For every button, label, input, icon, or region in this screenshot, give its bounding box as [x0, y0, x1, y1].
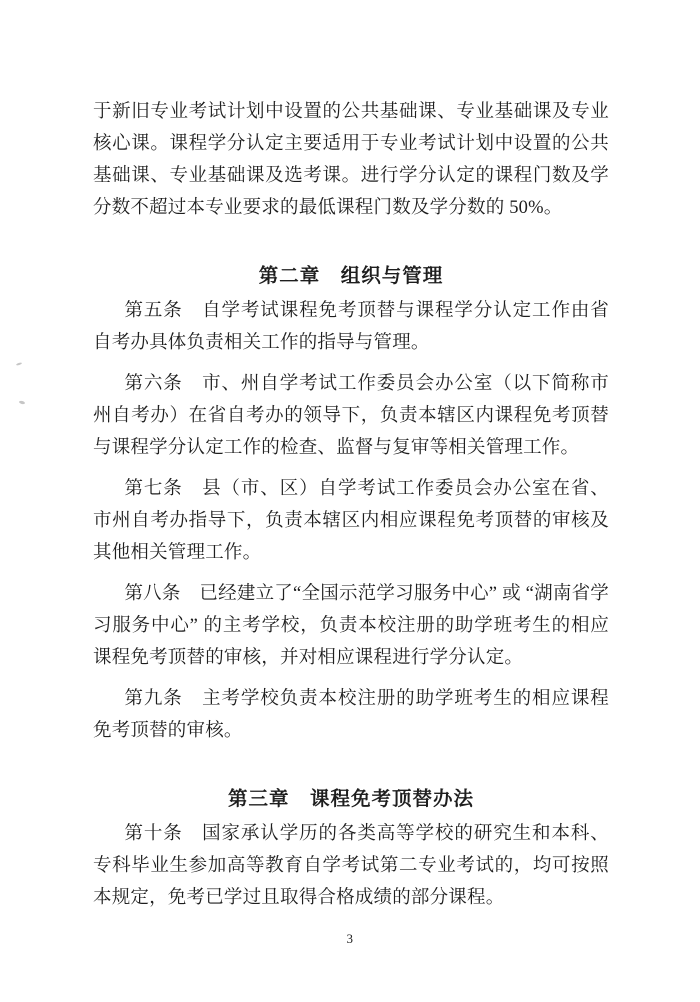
body-paragraph: 于新旧专业考试计划中设置的公共基础课、专业基础课及专业核心课。课程学分认定主要适用于专业考试计划中设置的公共基础课、专业基础课及选考课。进行学分认定的课程门数及学分数不超过本专业要求的最低课程门数及学分数的 50%。 — [93, 102, 609, 218]
chapter-heading: 第二章 组织与管理 — [258, 266, 444, 287]
body-paragraph: 第十条 国家承认学历的各类高等学校的研究生和本科、专科毕业生参加高等教育自学考试第二专业考试的，均可按照本规定，免考已学过且取得合格成绩的部分课程。 — [93, 824, 609, 908]
chapter-heading: 第三章 课程免考顶替办法 — [227, 789, 474, 810]
document-body — [93, 96, 609, 914]
body-paragraph: 第六条 市、州自学考试工作委员会办公室（以下简称市州自考办）在省自考办的领导下，负责本辖区内课程免考顶替与课程学分认定工作的检查、监督与复审等相关管理工作。 — [93, 374, 609, 458]
body-paragraph: 第九条 主考学校负责本校注册的助学班考生的相应课程免考顶替的审核。 — [93, 689, 609, 741]
body-paragraph: 第七条 县（市、区）自学考试工作委员会办公室在省、市州自考办指导下，负责本辖区内相应课程免考顶替的审核及其他相关管理工作。 — [93, 479, 609, 563]
page-number: 3 — [346, 931, 354, 946]
body-paragraph: 第八条 已经建立了“全国示范学习服务中心” 或 “湖南省学习服务中心” 的主考学校，负责本校注册的助学班考生的相应课程免考顶替的审核，并对相应课程进行学分认定。 — [93, 584, 609, 668]
body-paragraph: 第五条 自学考试课程免考顶替与课程学分认定工作由省自考办具体负责相关工作的指导与管理。 — [93, 301, 609, 353]
